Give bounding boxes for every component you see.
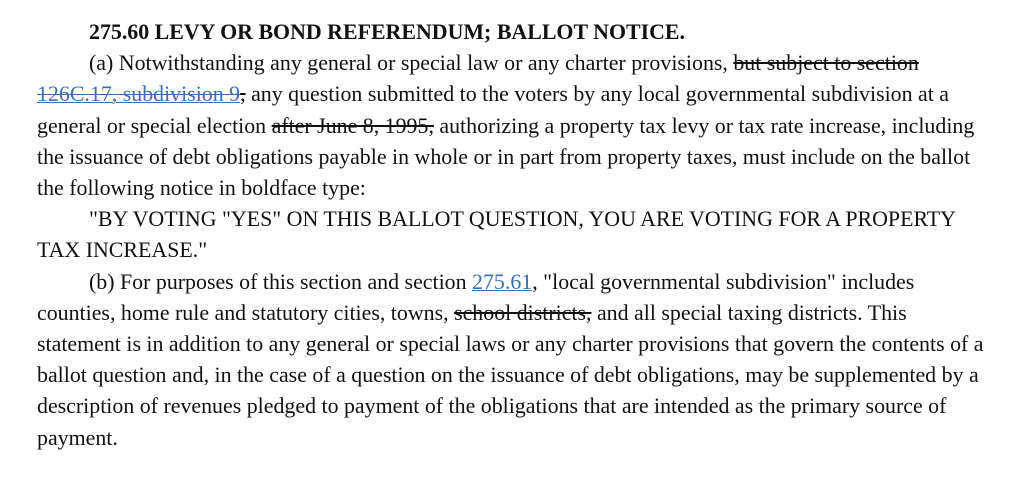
deleted-text-school-districts: school districts,	[454, 299, 592, 325]
deleted-text-but-subject-to: but subject to section	[733, 50, 919, 76]
paragraph-a-text-2: any question submitted to the voters by any local governmental subdivision at a general or special election	[37, 81, 950, 138]
section-126c17-link[interactable]: 126C.17, subdivision 9	[37, 81, 241, 107]
paragraph-a	[37, 47, 994, 203]
paragraph-b-text-1: (b) For purposes of this section and section	[89, 268, 473, 294]
paragraph-b-text-2: , "local governmental subdivision" includes counties, home rule and statutory cities, towns,	[37, 268, 915, 325]
paragraph-b	[37, 266, 994, 453]
deleted-text-after-june: after June 8, 1995,	[271, 112, 434, 138]
paragraph-a-text-3: authorizing a property tax levy or tax rate increase, including the issuance of debt obligations payable in whole or in part from property taxes, must include on the ballot the following notice in boldface type:	[37, 112, 975, 201]
section-heading: 275.60 LEVY OR BOND REFERENDUM; BALLOT NOTICE.	[89, 19, 685, 44]
section-275-61-link[interactable]: 275.61	[472, 268, 533, 294]
paragraph-a-text-1: (a) Notwithstanding any general or special law or any charter provisions,	[89, 50, 734, 76]
ballot-notice-text: "BY VOTING "YES" ON THIS BALLOT QUESTION, YOU ARE VOTING FOR A PROPERTY TAX INCREASE."	[37, 206, 956, 263]
deleted-comma: ,	[240, 81, 246, 107]
paragraph-b-text-3: and all special taxing districts. This statement is in addition to any general or special laws or any charter provisions that govern the contents of a ballot question and, in the case of a question on the issuance of debt obligations, may be supplemented by a description of revenues pledged to payment of the obligations that are intended as the primary source of payment.	[37, 299, 984, 450]
